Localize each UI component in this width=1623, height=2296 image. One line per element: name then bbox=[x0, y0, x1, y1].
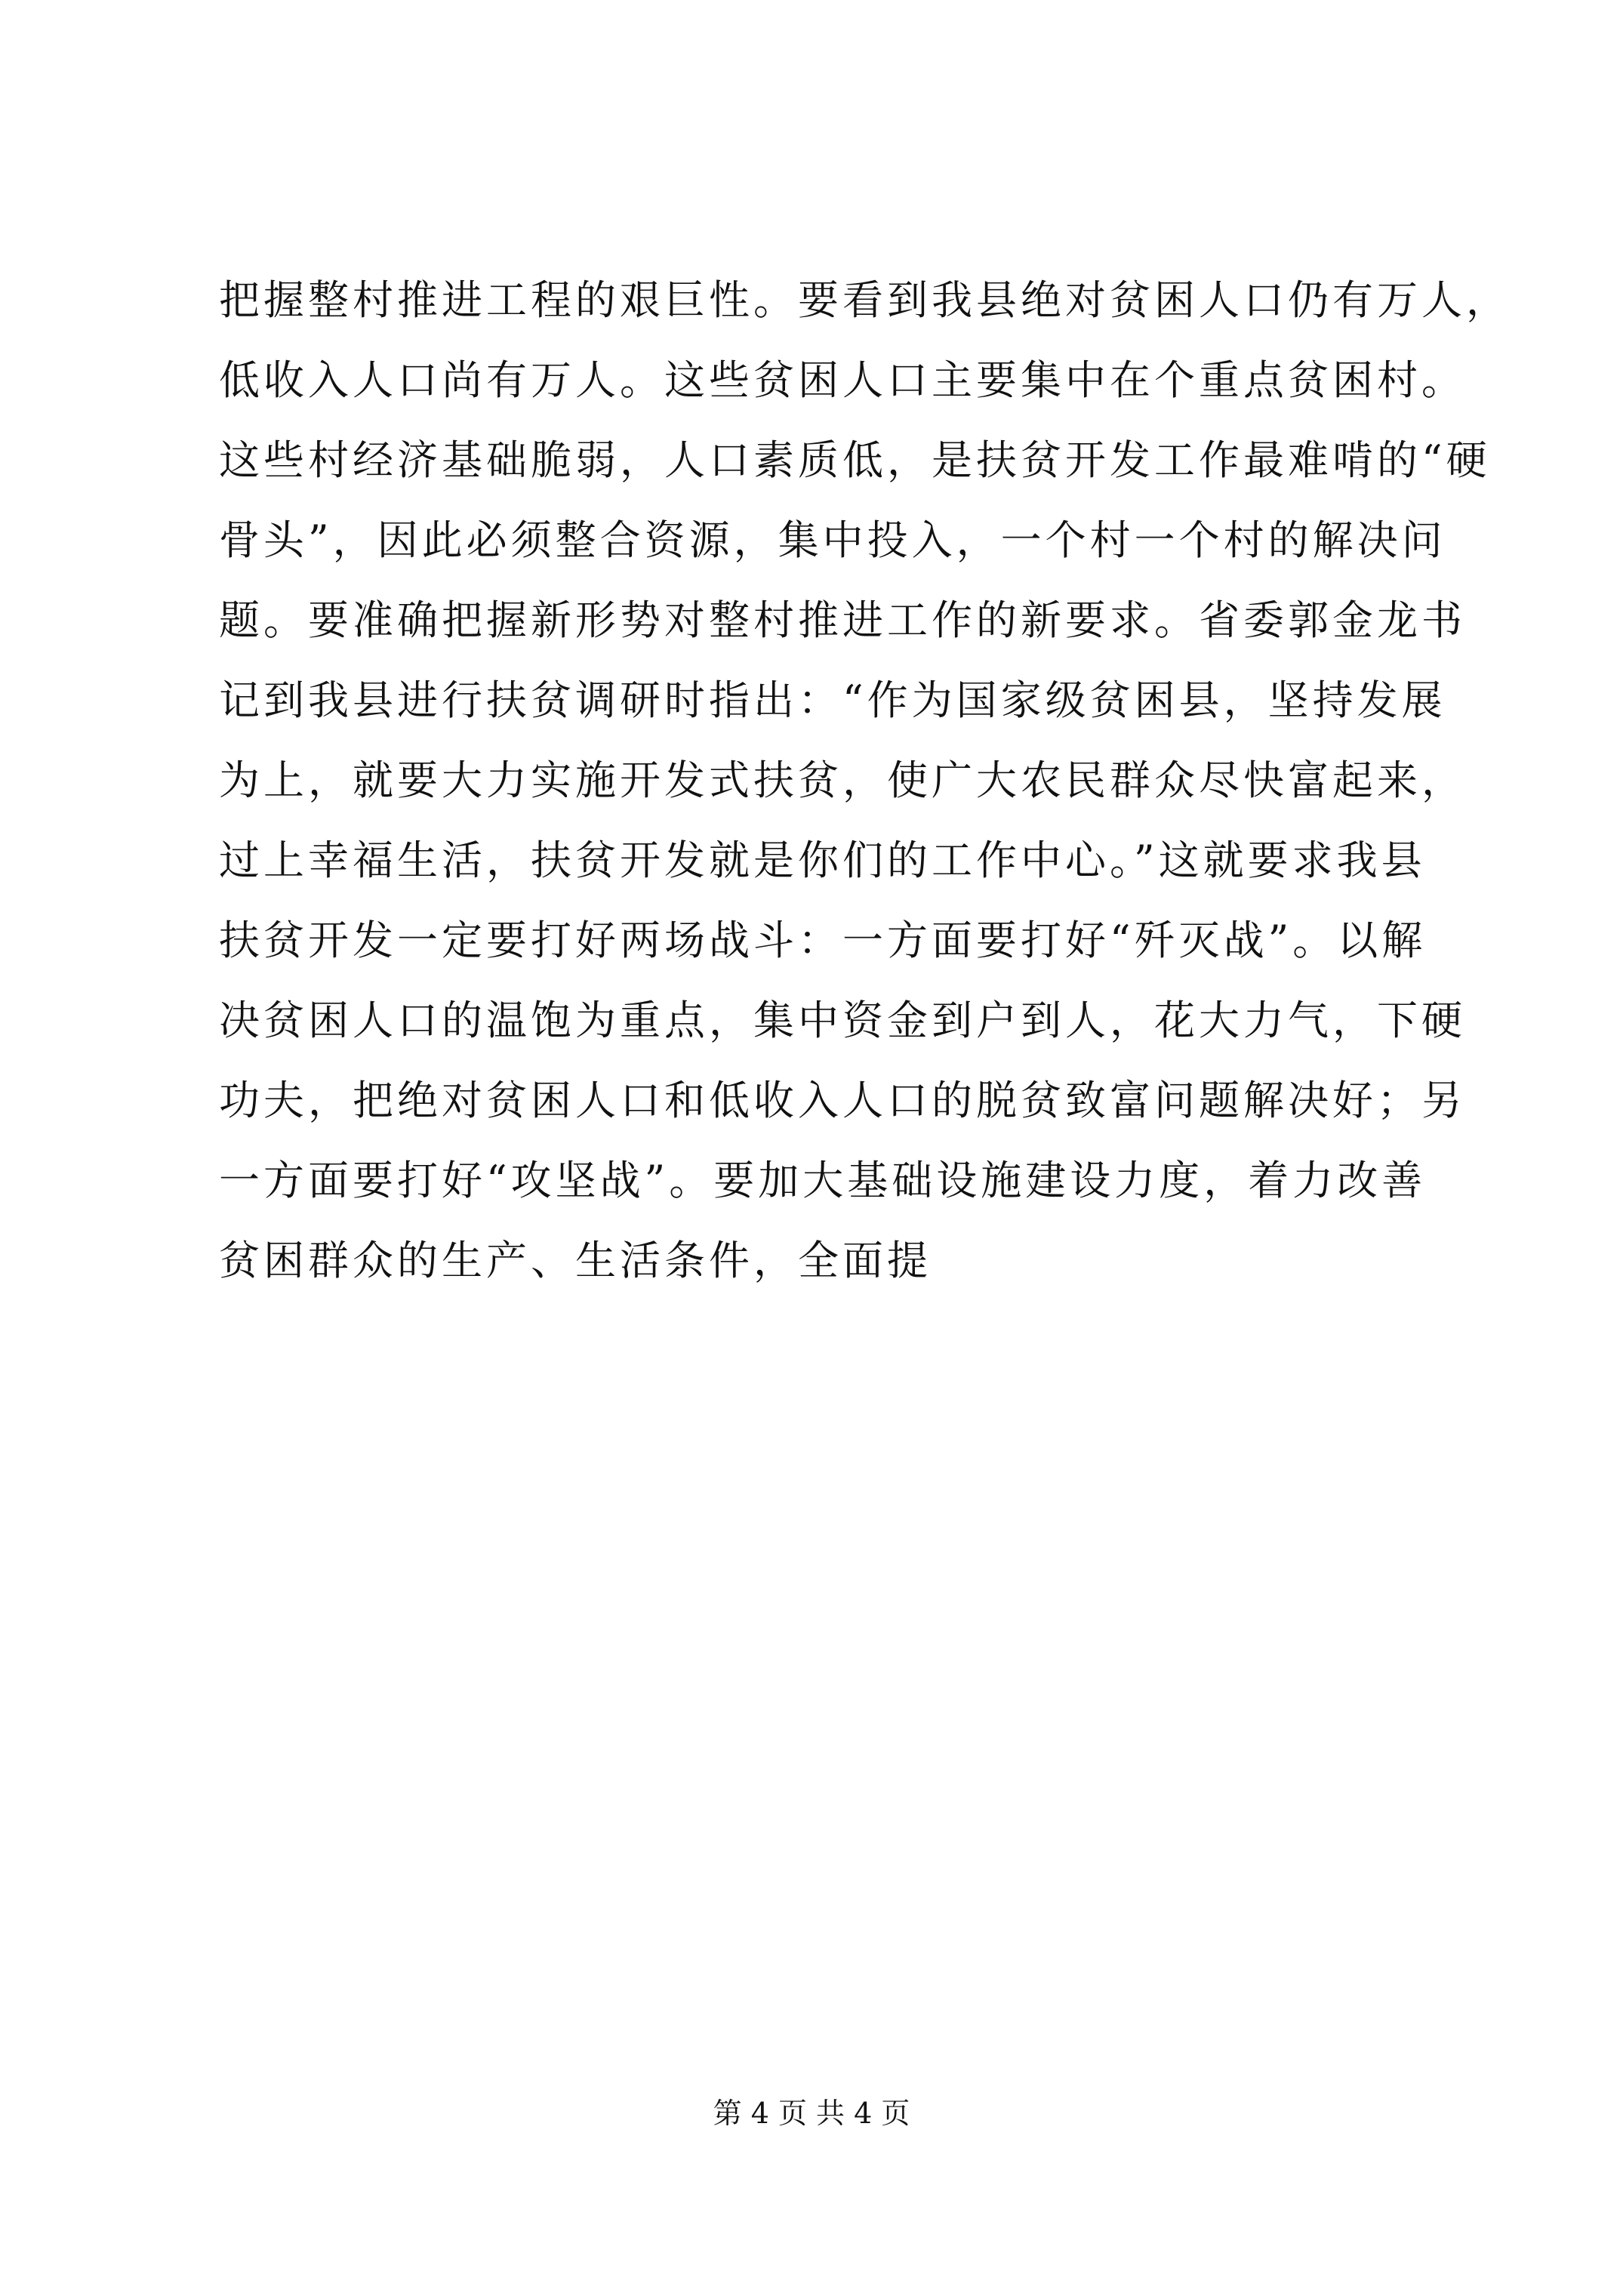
text-line: 为上，就要大力实施开发式扶贫，使广大农民群众尽快富起来， bbox=[219, 757, 1466, 804]
text-line: 低收入人口尚有万人。这些贫困人口主要集中在个重点贫困村。 bbox=[219, 356, 1466, 404]
page-number-footer: 第 4 页 共 4 页 bbox=[713, 2097, 910, 2130]
text-line: 贫困群众的生产、生活条件，全面提 bbox=[219, 1237, 932, 1284]
text-line: 决贫困人口的温饱为重点，集中资金到户到人，花大力气，下硬 bbox=[219, 997, 1466, 1044]
text-line: 记到我县进行扶贫调研时指出：“作为国家级贫困县，坚持发展 bbox=[219, 676, 1446, 724]
text-line: 扶贫开发一定要打好两场战斗：一方面要打好“歼灭战”。以解 bbox=[219, 917, 1427, 964]
text-line: 这些村经济基础脆弱，人口素质低，是扶贫开发工作最难啃的“硬 bbox=[219, 436, 1491, 484]
text-line: 功夫，把绝对贫困人口和低收入人口的脱贫致富问题解决好；另 bbox=[219, 1077, 1466, 1124]
text-line: 把握整村推进工程的艰巨性。要看到我县绝对贫困人口仍有万人， bbox=[219, 276, 1511, 324]
text-line: 一方面要打好“攻坚战”。要加大基础设施建设力度，着力改善 bbox=[219, 1157, 1427, 1204]
text-line: 过上幸福生活，扶贫开发就是你们的工作中心。”这就要求我县 bbox=[219, 837, 1426, 884]
body-text bbox=[219, 260, 1511, 1301]
text-line: 骨头”，因此必须整合资源，集中投入，一个村一个村的解决问 bbox=[219, 516, 1446, 564]
text-line: 题。要准确把握新形势对整村推进工作的新要求。省委郭金龙书 bbox=[219, 596, 1466, 644]
